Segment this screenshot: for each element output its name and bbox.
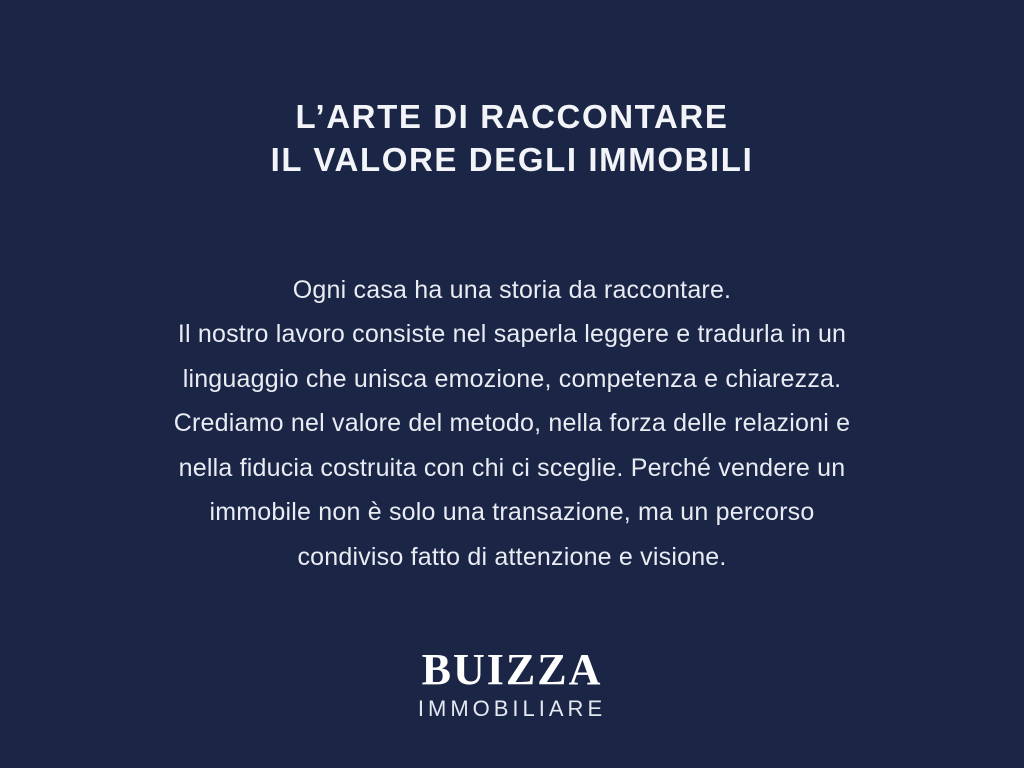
brand-logo-name: BUIZZA xyxy=(421,645,603,694)
brand-logo xyxy=(0,645,1024,721)
body-line-2: Il nostro lavoro consiste nel saperla leggere e tradurla in un xyxy=(177,320,847,349)
body-line-1: Ogni casa ha una storia da raccontare. xyxy=(292,275,732,304)
page-title xyxy=(271,96,754,182)
page-title-line-1: L’ARTE DI RACCONTARE xyxy=(295,98,729,135)
body-line-6: immobile non è solo una transazione, ma un percorso xyxy=(209,498,815,527)
body-line-3: linguaggio che unisca emozione, competenza e chiarezza. xyxy=(182,364,842,393)
body-line-4: Crediamo nel valore del metodo, nella forza delle relazioni e xyxy=(173,409,851,438)
page-title-line-2: IL VALORE DEGLI IMMOBILI xyxy=(270,140,754,178)
body-line-7: condiviso fatto di attenzione e visione. xyxy=(297,542,727,571)
brand-logo-subtitle: IMMOBILIARE xyxy=(417,696,607,721)
body-line-5: nella fiducia costruita con chi ci sceglie. Perché vendere un xyxy=(178,453,846,482)
body-paragraph xyxy=(82,268,942,580)
